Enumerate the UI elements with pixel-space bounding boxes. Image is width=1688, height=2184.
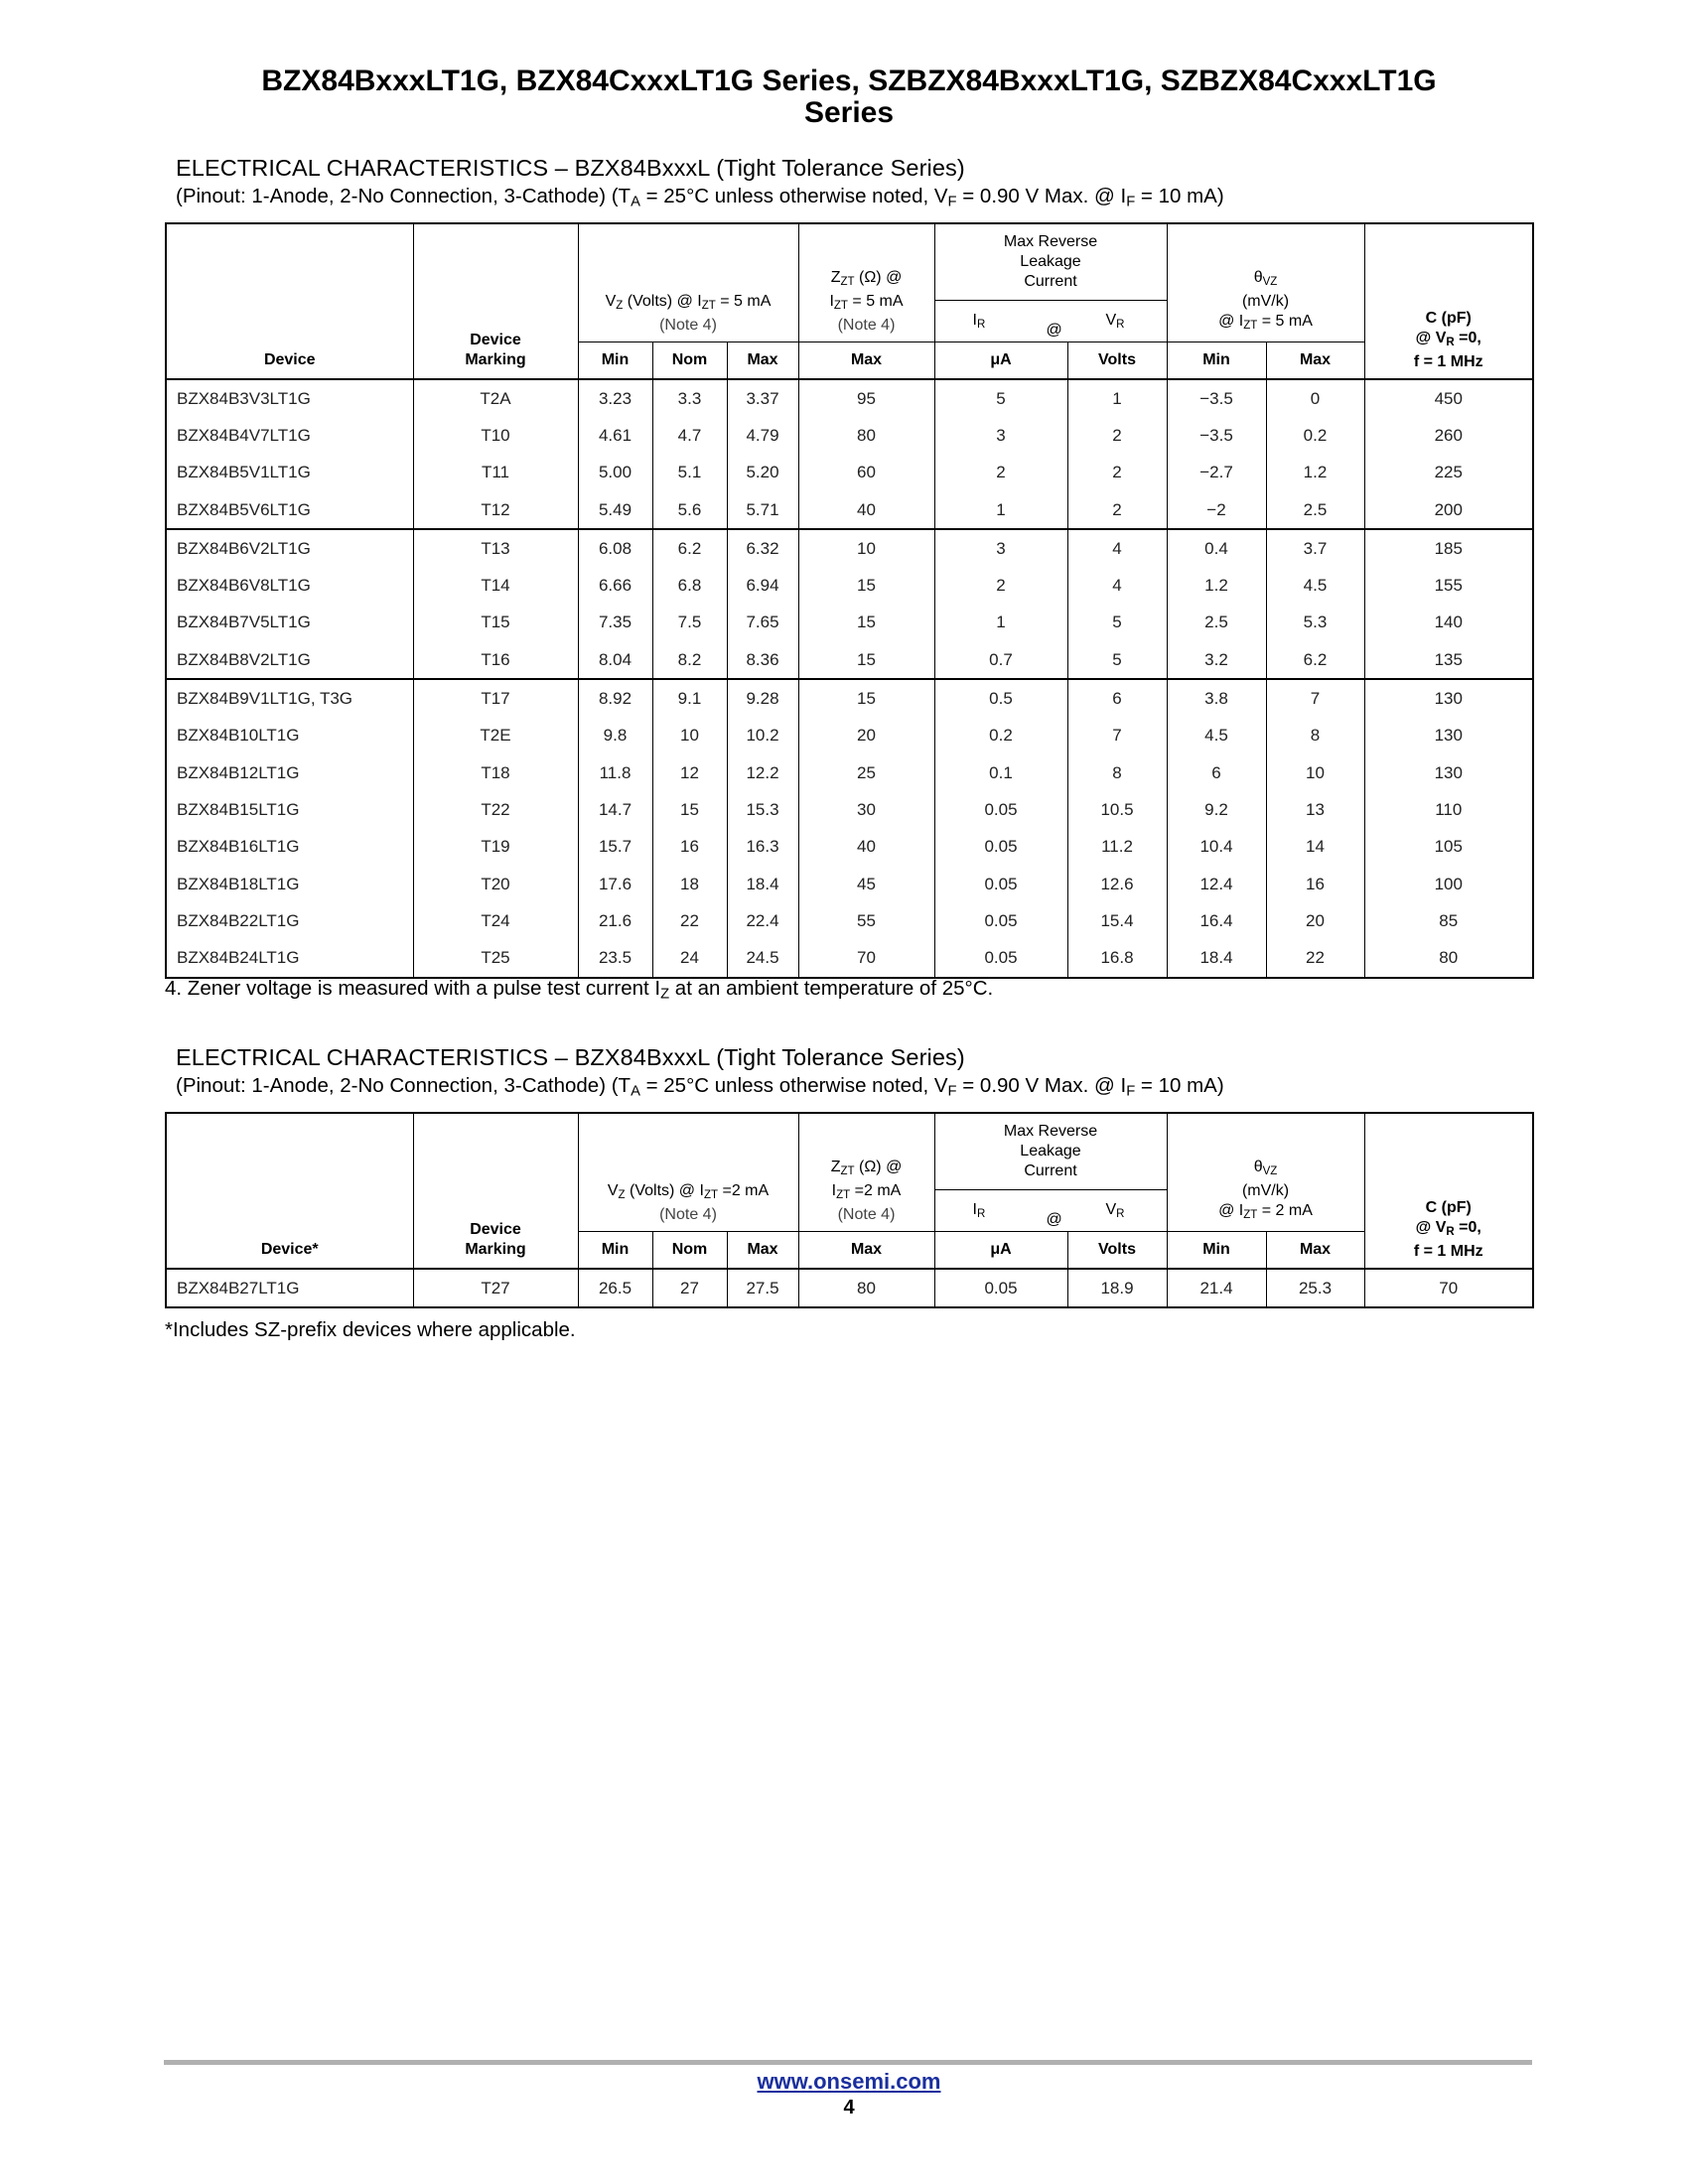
table-cell: 23.5 [578, 939, 652, 977]
table-cell: 7.5 [652, 605, 727, 641]
table-cell: 45 [798, 866, 934, 902]
table-cell: 0.2 [1266, 417, 1364, 454]
table-cell: 6.32 [727, 529, 798, 567]
table-cell: 20 [798, 718, 934, 754]
table-cell: 27.5 [727, 1269, 798, 1307]
sub-ua: μA [934, 342, 1067, 380]
table-cell: 0.05 [934, 939, 1067, 977]
table-cell: 40 [798, 829, 934, 866]
sub-volts: Volts [1067, 342, 1167, 380]
table-cell: 14.7 [578, 791, 652, 828]
table-cell: 15 [798, 641, 934, 679]
table-cell: 16 [1266, 866, 1364, 902]
device-cell: BZX84B4V7LT1G [166, 417, 413, 454]
section2-heading: ELECTRICAL CHARACTERISTICS – BZX84BxxxL (Tight Tolerance Series) [176, 1044, 965, 1070]
table-cell: 7.65 [727, 605, 798, 641]
table-cell: 5 [934, 379, 1067, 417]
table-body [166, 379, 1533, 978]
table-cell: 15 [652, 791, 727, 828]
table-cell: 0.5 [934, 679, 1067, 717]
table-cell: 15.3 [727, 791, 798, 828]
table-row [166, 455, 1533, 491]
table-row [166, 529, 1533, 567]
table-cell: 130 [1364, 718, 1533, 754]
table-cell: 10.2 [727, 718, 798, 754]
table-cell: 5 [1067, 641, 1167, 679]
table-cell: 60 [798, 455, 934, 491]
table-cell: 260 [1364, 417, 1533, 454]
table-row [166, 605, 1533, 641]
table-cell: 4.7 [652, 417, 727, 454]
device-cell: BZX84B9V1LT1G, T3G [166, 679, 413, 717]
table-cell: 130 [1364, 754, 1533, 791]
sub-tmin: Min [1167, 342, 1266, 380]
device-cell: BZX84B6V8LT1G [166, 567, 413, 604]
table-cell: 5 [1067, 605, 1167, 641]
device-cell: BZX84B7V5LT1G [166, 605, 413, 641]
device-cell: BZX84B15LT1G [166, 791, 413, 828]
table-cell: 2 [934, 455, 1067, 491]
table-cell: 200 [1364, 491, 1533, 529]
sub-max: Max [727, 1232, 798, 1270]
table-cell: 8 [1266, 718, 1364, 754]
footnote-sz: *Includes SZ-prefix devices where applicable. [165, 1318, 576, 1341]
page-title [164, 66, 1534, 129]
table-cell: 6.08 [578, 529, 652, 567]
table-cell: 13 [1266, 791, 1364, 828]
table-row [166, 902, 1533, 939]
table-cell: 5.1 [652, 455, 727, 491]
table-cell: 12.6 [1067, 866, 1167, 902]
table-cell: 135 [1364, 641, 1533, 679]
table-cell: 85 [1364, 902, 1533, 939]
table-body-2 [166, 1269, 1533, 1307]
table-cell: 18.4 [1167, 939, 1266, 977]
table-cell: T17 [413, 679, 578, 717]
table-cell: 21.4 [1167, 1269, 1266, 1307]
table-cell: 21.6 [578, 902, 652, 939]
table-cell: 0.4 [1167, 529, 1266, 567]
sub-nom: Nom [652, 342, 727, 380]
table-row [166, 866, 1533, 902]
col-theta: $\theta_{VZ}$ (mV/k) @ $I_{ZT} = 2$ mA [1167, 1113, 1364, 1232]
table-cell: 15 [798, 605, 934, 641]
table-cell: 24.5 [727, 939, 798, 977]
table-cell: 140 [1364, 605, 1533, 641]
table-cell: T15 [413, 605, 578, 641]
table-cell: 16.3 [727, 829, 798, 866]
table-cell: 6.2 [652, 529, 727, 567]
table-cell: 185 [1364, 529, 1533, 567]
table-cell: 2 [1067, 491, 1167, 529]
table-cell: 8 [1067, 754, 1167, 791]
table-row [166, 679, 1533, 717]
table-cell: 0.7 [934, 641, 1067, 679]
table-cell: 16.8 [1067, 939, 1167, 977]
sub-min: Min [578, 1232, 652, 1270]
table-cell: 8.92 [578, 679, 652, 717]
table-cell: 12.4 [1167, 866, 1266, 902]
device-cell: BZX84B8V2LT1G [166, 641, 413, 679]
table-cell: 0 [1266, 379, 1364, 417]
table-cell: 3.23 [578, 379, 652, 417]
table-cell: 0.05 [934, 829, 1067, 866]
table-cell: 3 [934, 529, 1067, 567]
section1-conditions: (Pinout: 1-Anode, 2-No Connection, 3-Cathode) ($T_A = 25^\circ C$ unless otherwise noted, $V_F = 0.90$ V Max. @ $I_F = 10$ mA) [176, 185, 1224, 210]
table-cell: 5.00 [578, 455, 652, 491]
table-cell: T13 [413, 529, 578, 567]
table-cell: 8.36 [727, 641, 798, 679]
table-cell: T25 [413, 939, 578, 977]
table-cell: 26.5 [578, 1269, 652, 1307]
sub-tmin: Min [1167, 1232, 1266, 1270]
table-cell: 10.5 [1067, 791, 1167, 828]
table-cell: 30 [798, 791, 934, 828]
table-cell: 24 [652, 939, 727, 977]
table-cell: 9.1 [652, 679, 727, 717]
table-cell: −2.7 [1167, 455, 1266, 491]
device-cell: BZX84B12LT1G [166, 754, 413, 791]
table-cell: T19 [413, 829, 578, 866]
table-cell: 4.5 [1167, 718, 1266, 754]
table-cell: 25 [798, 754, 934, 791]
col-device: Device* [166, 1113, 413, 1269]
table-cell: 25.3 [1266, 1269, 1364, 1307]
characteristics-table [165, 222, 1534, 979]
note-4: 4. Zener voltage is measured with a pulse test current $I_Z$ at an ambient temperature of 25°C. [165, 977, 994, 1003]
table-cell: 4 [1067, 567, 1167, 604]
table-cell: 1 [1067, 379, 1167, 417]
table-cell: 95 [798, 379, 934, 417]
table-cell: 16 [652, 829, 727, 866]
col-marking: Device Marking [413, 223, 578, 379]
table-row [166, 939, 1533, 977]
table-cell: 40 [798, 491, 934, 529]
table-cell: T27 [413, 1269, 578, 1307]
table-cell: 22 [1266, 939, 1364, 977]
table-cell: 6 [1167, 754, 1266, 791]
table-cell: 3.8 [1167, 679, 1266, 717]
table-cell: 9.28 [727, 679, 798, 717]
table-cell: 70 [798, 939, 934, 977]
table-cell: 15.7 [578, 829, 652, 866]
table-cell: 80 [1364, 939, 1533, 977]
sub-min: Min [578, 342, 652, 380]
sub-ua: μA [934, 1232, 1067, 1270]
table-cell: T20 [413, 866, 578, 902]
table-cell: 2 [1067, 417, 1167, 454]
device-cell: BZX84B5V1LT1G [166, 455, 413, 491]
sub-nom: Nom [652, 1232, 727, 1270]
table-cell: 6.66 [578, 567, 652, 604]
table-cell: 17.6 [578, 866, 652, 902]
sub-tmax: Max [1266, 1232, 1364, 1270]
table-row [166, 417, 1533, 454]
table-cell: 80 [798, 1269, 934, 1307]
table-cell: 70 [1364, 1269, 1533, 1307]
table-cell: T24 [413, 902, 578, 939]
table-cell: 1.2 [1167, 567, 1266, 604]
table-cell: 6.2 [1266, 641, 1364, 679]
title-line-1: BZX84BxxxLT1G, BZX84CxxxLT1G Series, SZBZX84BxxxLT1G, SZBZX84CxxxLT1G [261, 65, 1437, 97]
table-row [166, 379, 1533, 417]
table-cell: −3.5 [1167, 417, 1266, 454]
col-capacitance: C (pF) @ $V_R =0$, f = 1 MHz [1364, 1113, 1533, 1269]
device-cell: BZX84B18LT1G [166, 866, 413, 902]
table-cell: T16 [413, 641, 578, 679]
table-cell: 2.5 [1167, 605, 1266, 641]
col-vz: $V_Z$ (Volts) @ $I_{ZT} = 5$ mA (Note 4) [578, 223, 798, 342]
footer-divider [164, 2060, 1532, 2065]
table-cell: 15.4 [1067, 902, 1167, 939]
table-row [166, 718, 1533, 754]
table-cell: 12 [652, 754, 727, 791]
table-cell: 15 [798, 567, 934, 604]
table-cell: 12.2 [727, 754, 798, 791]
table-cell: 105 [1364, 829, 1533, 866]
sub-volts: Volts [1067, 1232, 1167, 1270]
table-cell: −2 [1167, 491, 1266, 529]
table-cell: T10 [413, 417, 578, 454]
col-device: Device [166, 223, 413, 379]
table-cell: 7 [1266, 679, 1364, 717]
table-cell: 6.8 [652, 567, 727, 604]
table-cell: 55 [798, 902, 934, 939]
table-cell: T2A [413, 379, 578, 417]
col-zzt: $Z_{ZT}$ (Ω) @ $I_{ZT} = 5$ mA (Note 4) [798, 223, 934, 342]
table-cell: 5.3 [1266, 605, 1364, 641]
table-cell: 1 [934, 491, 1067, 529]
page-number: 4 [843, 2097, 855, 2118]
col-marking: Device Marking [413, 1113, 578, 1269]
col-leakage: Max Reverse Leakage Current $I_R$ @ $V_R$ [934, 1113, 1167, 1232]
table-cell: T2E [413, 718, 578, 754]
table-cell: 8.2 [652, 641, 727, 679]
table-cell: 18.4 [727, 866, 798, 902]
table-cell: 8.04 [578, 641, 652, 679]
table-row [166, 491, 1533, 529]
col-theta: $\theta_{VZ}$ (mV/k) @ $I_{ZT} = 5$ mA [1167, 223, 1364, 342]
table-cell: 9.8 [578, 718, 652, 754]
table-cell: 18 [652, 866, 727, 902]
table-row [166, 829, 1533, 866]
table-cell: 4.5 [1266, 567, 1364, 604]
sub-tmax: Max [1266, 342, 1364, 380]
section1-heading: ELECTRICAL CHARACTERISTICS – BZX84BxxxL (Tight Tolerance Series) [176, 155, 965, 181]
footer-link[interactable]: www.onsemi.com [757, 2069, 941, 2094]
table-cell: 4.61 [578, 417, 652, 454]
device-cell: BZX84B10LT1G [166, 718, 413, 754]
table-cell: 22.4 [727, 902, 798, 939]
table-cell: 10 [798, 529, 934, 567]
table-cell: 7.35 [578, 605, 652, 641]
table-cell: 5.6 [652, 491, 727, 529]
table-cell: 14 [1266, 829, 1364, 866]
table-cell: 22 [652, 902, 727, 939]
table-cell: 3.3 [652, 379, 727, 417]
device-cell: BZX84B24LT1G [166, 939, 413, 977]
table-cell: 100 [1364, 866, 1533, 902]
table-cell: 10.4 [1167, 829, 1266, 866]
sub-zmax: Max [798, 342, 934, 380]
sub-max: Max [727, 342, 798, 380]
table-cell: 3.7 [1266, 529, 1364, 567]
table-row [166, 641, 1533, 679]
table-cell: 5.71 [727, 491, 798, 529]
section2-conditions: (Pinout: 1-Anode, 2-No Connection, 3-Cathode) ($T_A = 25^\circ C$ unless otherwise noted, $V_F = 0.90$ V Max. @ $I_F = 10$ mA) [176, 1074, 1224, 1100]
table-cell: 0.05 [934, 1269, 1067, 1307]
table-cell: 15 [798, 679, 934, 717]
table-row [166, 791, 1533, 828]
table-cell: 0.2 [934, 718, 1067, 754]
title-line-2: Series [803, 96, 895, 129]
col-zzt: $Z_{ZT}$ (Ω) @ $I_{ZT} =2$ mA (Note 4) [798, 1113, 934, 1232]
table-cell: T18 [413, 754, 578, 791]
table-cell: 2 [934, 567, 1067, 604]
table-cell: T14 [413, 567, 578, 604]
table-cell: 3 [934, 417, 1067, 454]
table-cell: 16.4 [1167, 902, 1266, 939]
table-cell: 1 [934, 605, 1067, 641]
table-row [166, 754, 1533, 791]
table-cell: 11.2 [1067, 829, 1167, 866]
table-cell: 10 [1266, 754, 1364, 791]
device-cell: BZX84B6V2LT1G [166, 529, 413, 567]
device-cell: BZX84B22LT1G [166, 902, 413, 939]
table-cell: 5.20 [727, 455, 798, 491]
sub-zmax: Max [798, 1232, 934, 1270]
table-cell: 0.05 [934, 866, 1067, 902]
table-cell: 11.8 [578, 754, 652, 791]
col-leakage: Max Reverse Leakage Current $I_R$ @ $V_R$ [934, 223, 1167, 342]
table-cell: 7 [1067, 718, 1167, 754]
table-cell: 5.49 [578, 491, 652, 529]
table-cell: 0.05 [934, 902, 1067, 939]
characteristics-table-2 [165, 1112, 1534, 1308]
table-cell: 450 [1364, 379, 1533, 417]
table-cell: T12 [413, 491, 578, 529]
table-cell: 130 [1364, 679, 1533, 717]
table-cell: T11 [413, 455, 578, 491]
table-row [166, 1269, 1533, 1307]
table-cell: 0.1 [934, 754, 1067, 791]
table-cell: 3.37 [727, 379, 798, 417]
table-cell: 2.5 [1266, 491, 1364, 529]
device-cell: BZX84B27LT1G [166, 1269, 413, 1307]
table-cell: 27 [652, 1269, 727, 1307]
table-cell: 2 [1067, 455, 1167, 491]
device-cell: BZX84B16LT1G [166, 829, 413, 866]
table-cell: 9.2 [1167, 791, 1266, 828]
table-cell: 1.2 [1266, 455, 1364, 491]
table-cell: 20 [1266, 902, 1364, 939]
col-capacitance: C (pF) @ $V_R =0$, f = 1 MHz [1364, 223, 1533, 379]
col-vz: $V_Z$ (Volts) @ $I_{ZT} =2$ mA (Note 4) [578, 1113, 798, 1232]
table-cell: −3.5 [1167, 379, 1266, 417]
table-cell: 4.79 [727, 417, 798, 454]
table-cell: 0.05 [934, 791, 1067, 828]
table-cell: 155 [1364, 567, 1533, 604]
table-cell: 18.9 [1067, 1269, 1167, 1307]
table-cell: 4 [1067, 529, 1167, 567]
table-row [166, 567, 1533, 604]
table-cell: 3.2 [1167, 641, 1266, 679]
table-cell: 10 [652, 718, 727, 754]
device-cell: BZX84B5V6LT1G [166, 491, 413, 529]
table-cell: 6 [1067, 679, 1167, 717]
table-cell: 80 [798, 417, 934, 454]
device-cell: BZX84B3V3LT1G [166, 379, 413, 417]
table-cell: T22 [413, 791, 578, 828]
table-cell: 110 [1364, 791, 1533, 828]
table-cell: 225 [1364, 455, 1533, 491]
table-cell: 6.94 [727, 567, 798, 604]
